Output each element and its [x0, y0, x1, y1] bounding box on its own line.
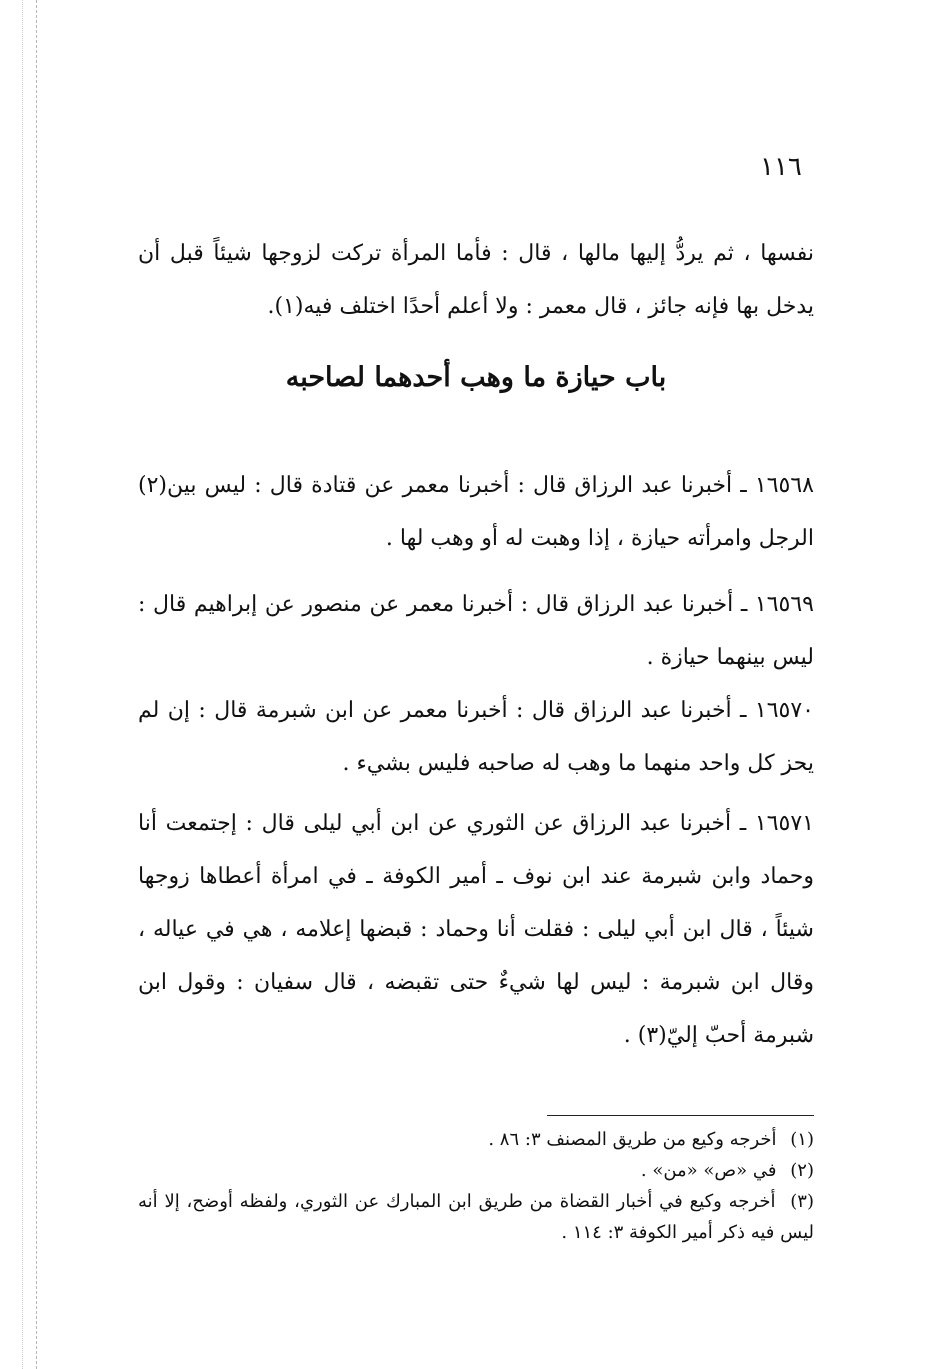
footnote-separator — [547, 1115, 814, 1116]
footnote-3 — [138, 1186, 814, 1248]
footnote-text: في «ص» «من» . — [640, 1160, 777, 1181]
hadith-16568: ١٦٥٦٨ ـ أخبرنا عبد الرزاق قال : أخبرنا معمر عن قتادة قال : ليس بين(٢) الرجل وامرأته حيازة ، إذا وهبت له أو وهب لها . — [138, 473, 814, 551]
footnote-number: (٢) — [790, 1160, 814, 1181]
hadith-16571: ١٦٥٧١ ـ أخبرنا عبد الرزاق عن الثوري عن ابن أبي ليلى قال : إجتمعت أنا وحماد وابن شبرمة عند ابن نوف ـ أمير الكوفة ـ في امرأة أعطاها زوجها شيئاً ، قال ابن أبي ليلى : فقلت أنا وحماد : قبضها إعلامه ، هي في عياله ، وقال ابن شبرمة : ليس لها شيءٌ حتى تقبضه ، قال سفيان : وقول ابن شبرمة أحبّ إليّ(٣) . — [138, 811, 814, 1048]
hadith-16569: ١٦٥٦٩ ـ أخبرنا عبد الرزاق قال : أخبرنا معمر عن منصور عن إبراهيم قال : ليس بينهما حيازة . — [138, 592, 814, 670]
intro-paragraph: نفسها ، ثم يردُّ إليها مالها ، قال : فأما المرأة تركت لزوجها شيئاً قبل أن يدخل بها فإنه جائز ، قال معمر : ولا أعلم أحدًا اختلف فيه(١). — [138, 241, 814, 319]
footnote-text: أخرجه وكيع في أخبار القضاة من طريق ابن المبارك عن الثوري، ولفظه أوضح، إلا أنه ليس فيه ذكر أمير الكوفة ٣: ١١٤ . — [138, 1191, 814, 1243]
footnotes — [138, 1124, 814, 1248]
section-title: باب حيازة ما وهب أحدهما لصاحبه — [285, 362, 667, 393]
binding-edge-line — [36, 0, 37, 1369]
footnote-number: (٣) — [790, 1191, 814, 1212]
footnote-2 — [138, 1155, 814, 1186]
footnote-text: أخرجه وكيع من طريق المصنف ٣: ٨٦ . — [488, 1129, 777, 1150]
binding-edge-line-outer — [22, 0, 23, 1369]
hadith-16570: ١٦٥٧٠ ـ أخبرنا عبد الرزاق قال : أخبرنا معمر عن ابن شبرمة قال : إن لم يحز كل واحد منهما ما وهب له صاحبه فليس بشيء . — [138, 698, 814, 776]
page-number: ١١٦ — [760, 152, 802, 182]
footnote-1 — [138, 1124, 814, 1155]
footnote-number: (١) — [790, 1129, 814, 1150]
